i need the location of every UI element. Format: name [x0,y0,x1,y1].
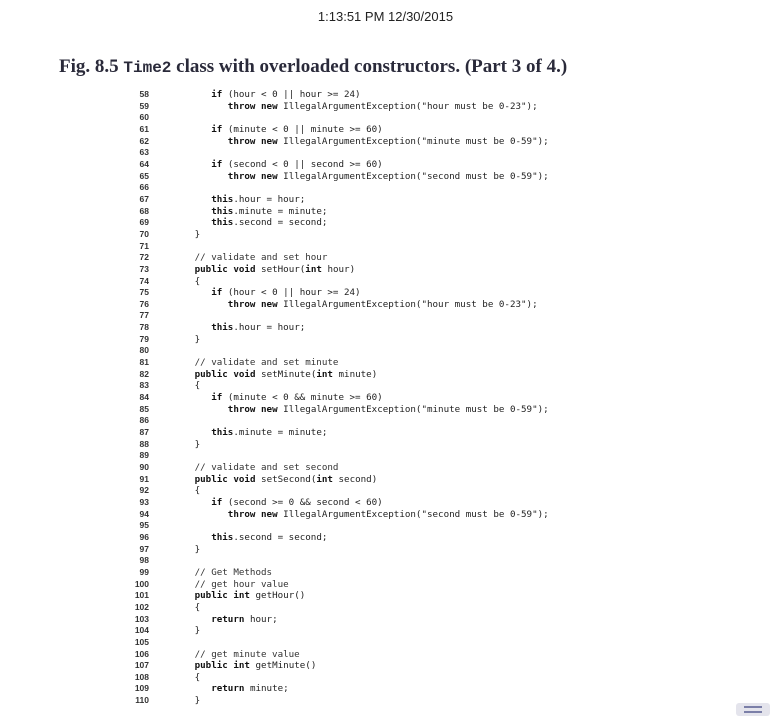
code-text: if (second < 0 || second >= 60) [211,158,383,170]
line-number: 74 [139,275,149,286]
code-text: // Get Methods [178,566,273,578]
code-text: } [178,543,201,555]
line-number: 69 [139,217,149,228]
code-text: { [178,275,201,287]
line-number: 91 [139,473,149,484]
line-number: 59 [139,100,149,111]
line-number: 72 [139,252,149,263]
line-number: 106 [134,648,149,659]
line-number: 105 [134,636,149,647]
line-number: 95 [139,520,149,531]
code-text: if (second >= 0 && second < 60) [211,496,383,508]
code-text: public void setSecond(int second) [194,473,378,485]
code-text: public void setHour(int hour) [194,263,356,275]
print-timestamp: 1:13:51 PM 12/30/2015 [317,9,454,24]
line-number: 61 [139,123,149,134]
line-number: 60 [139,112,149,123]
code-text: this.hour = hour; [211,193,306,205]
line-number: 94 [139,508,149,519]
line-number: 77 [139,310,149,321]
code-text: // get hour value [178,578,289,590]
line-number: 100 [134,578,149,589]
line-number: 78 [139,322,149,333]
code-text: this.minute = minute; [211,427,328,439]
line-number: 73 [139,263,149,274]
line-number: 85 [139,403,149,414]
line-number: 68 [139,205,149,216]
line-number: 67 [139,193,149,204]
code-text: throw new IllegalArgumentException("minute must be 0-59"); [227,403,549,415]
code-text: throw new IllegalArgumentException("hour must be 0-23"); [227,100,538,112]
line-number: 90 [139,462,149,472]
line-number: 102 [134,601,149,612]
code-text: // get minute value [178,648,300,660]
line-number: 89 [139,450,149,461]
caption-class-name: Time2 [123,59,172,77]
code-text: this.minute = minute; [211,205,328,217]
line-number: 107 [134,660,149,671]
code-text: throw new IllegalArgumentException("minute must be 0-59"); [227,135,549,147]
line-number: 99 [139,566,149,577]
line-number: 97 [139,543,149,554]
line-number: 87 [139,427,149,438]
line-number: 76 [139,298,149,309]
line-number: 63 [139,147,149,158]
line-number: 109 [134,683,149,694]
line-number: 88 [139,438,149,449]
code-text: // validate and set minute [178,357,339,369]
line-number: 81 [139,357,149,368]
line-number: 79 [139,333,149,344]
line-number: 71 [139,240,149,251]
line-number: 80 [139,345,149,356]
line-number: 110 [135,695,149,706]
code-text: } [178,625,201,637]
line-number: 82 [139,368,149,379]
code-text: if (minute < 0 || minute >= 60) [211,123,383,135]
code-text: public void setMinute(int minute) [194,368,378,380]
line-number: 83 [139,380,149,391]
menu-line-icon [744,711,762,713]
code-text: public int getHour() [194,590,306,602]
line-number: 96 [139,531,149,542]
code-text: throw new IllegalArgumentException("hour must be 0-23"); [227,298,538,310]
line-number: 62 [139,135,149,146]
code-text: return hour; [211,613,278,625]
code-text: // validate and set hour [178,252,328,264]
code-text: this.hour = hour; [211,322,306,334]
line-number: 84 [139,392,149,403]
line-number: 86 [139,415,149,426]
code-text: } [178,228,201,240]
code-text: if (hour < 0 || hour >= 24) [211,287,361,299]
code-text: throw new IllegalArgumentException("second must be 0-59"); [227,170,549,182]
caption-suffix: class with overloaded constructors. (Part 3 of 4.) [171,56,568,77]
code-text: return minute; [211,683,289,695]
code-text: { [178,485,201,497]
code-text: if (hour < 0 || hour >= 24) [211,89,361,100]
code-text: this.second = second; [211,531,328,543]
code-text: { [178,671,201,683]
code-text: } [178,695,201,707]
code-text: // validate and set second [178,462,339,473]
code-text: { [178,380,201,392]
code-text: if (minute < 0 && minute >= 60) [211,392,383,404]
scroll-menu-button[interactable] [736,703,770,716]
menu-line-icon [744,706,762,708]
line-number: 64 [139,158,149,169]
caption-prefix: Fig. 8.5 [59,56,124,77]
line-number: 104 [134,625,149,636]
code-text: } [178,333,201,345]
code-text: } [178,438,201,450]
figure-caption [59,56,567,78]
line-number: 101 [134,590,149,601]
line-number: 70 [139,228,149,239]
line-number: 66 [139,182,149,193]
code-text: throw new IllegalArgumentException("second must be 0-59"); [227,508,549,520]
line-number: 65 [139,170,149,181]
code-text: { [178,601,201,613]
code-text: this.second = second; [211,217,328,229]
line-number: 75 [139,287,149,298]
line-number: 108 [134,671,149,682]
line-number: 58 [139,89,149,99]
code-text: public int getMinute() [194,660,317,672]
line-number: 98 [139,555,149,566]
line-number: 92 [139,485,149,496]
line-number: 93 [139,496,149,507]
line-number: 103 [134,613,149,624]
